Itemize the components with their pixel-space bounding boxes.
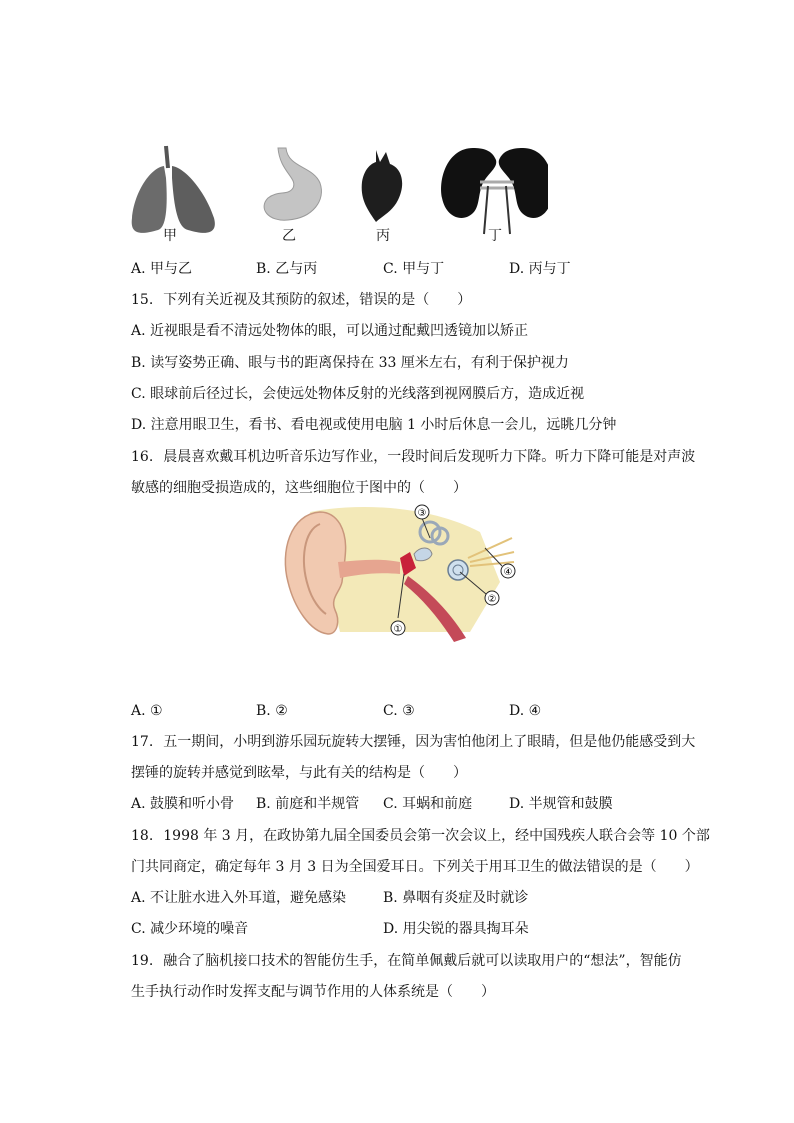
organ-figure	[128, 138, 548, 248]
ear-diagram	[280, 502, 520, 642]
heart-icon	[362, 150, 402, 222]
q16-stem-text1: 晨晨喜欢戴耳机边听音乐边写作业，一段时间后发现听力下降。听力下降可能是对声波	[163, 449, 696, 465]
q14-option-b: B. 乙与丙	[256, 261, 318, 277]
q15-number: 15.	[131, 292, 154, 308]
q19-stem-line2: 生手执行动作时发挥支配与调节作用的人体系统是（ ）	[131, 984, 495, 1000]
q16-option-a: A. ①	[131, 703, 163, 719]
q15-option-d: D. 注意用眼卫生，看书、看电视或使用电脑 1 小时后休息一会儿，远眺几分钟	[131, 417, 617, 433]
ear-label-2: ②	[487, 594, 497, 605]
q18-stem-line2: 门共同商定，确定每年 3 月 3 日为全国爱耳日。下列关于用耳卫生的做法错误的是（ ）	[131, 859, 699, 875]
q16-stem-line1	[131, 448, 695, 466]
q17-option-b: B. 前庭和半规管	[256, 796, 360, 812]
kidneys-icon	[441, 148, 548, 234]
q15-option-c: C. 眼球前后径过长，会使远处物体反射的光线落到视网膜后方，造成近视	[131, 386, 585, 402]
ear-label-1: ①	[393, 624, 403, 635]
q14-option-a: A. 甲与乙	[131, 261, 193, 277]
q19-number: 19.	[131, 953, 154, 969]
organ-label-ding: 丁	[488, 228, 502, 244]
q16-option-b: B. ②	[256, 703, 288, 719]
q15-option-b: B. 读写姿势正确、眼与书的距离保持在 33 厘米左右，有利于保护视力	[131, 355, 569, 371]
q17-stem-line1	[131, 733, 695, 751]
q15-option-a: A. 近视眼是看不清远处物体的眼，可以通过配戴凹透镜加以矫正	[131, 323, 529, 339]
q16-option-c: C. ③	[383, 703, 415, 719]
ear-label-4: ④	[503, 567, 513, 578]
q18-stem-line1	[131, 827, 710, 845]
q18-option-c: C. 减少环境的噪音	[131, 921, 249, 937]
q16-option-d: D. ④	[509, 703, 542, 719]
organ-label-bing: 丙	[376, 228, 390, 244]
q18-option-d: D. 用尖锐的器具掏耳朵	[383, 921, 529, 937]
stomach-icon	[264, 148, 321, 220]
q17-stem-text1: 五一期间，小明到游乐园玩旋转大摆锤，因为害怕他闭上了眼睛，但是他仍能感受到大	[163, 734, 696, 750]
q17-number: 17.	[131, 734, 154, 750]
q14-option-c: C. 甲与丁	[383, 261, 445, 277]
q17-option-a: A. 鼓膜和听小骨	[131, 796, 235, 812]
organ-label-jia: 甲	[163, 228, 177, 244]
q18-option-a: A. 不让脏水进入外耳道，避免感染	[131, 890, 347, 906]
q18-option-b: B. 鼻咽有炎症及时就诊	[383, 890, 529, 906]
q15-stem	[131, 291, 471, 309]
q19-stem-line1	[131, 952, 682, 970]
lungs-icon	[132, 146, 215, 233]
q19-stem-text1: 融合了脑机接口技术的智能仿生手，在简单佩戴后就可以读取用户的“想法”，智能仿	[163, 953, 682, 969]
q17-stem-line2: 摆锤的旋转并感觉到眩晕，与此有关的结构是（ ）	[131, 765, 467, 781]
ear-label-3: ③	[417, 508, 427, 519]
q16-stem-line2: 敏感的细胞受损造成的，这些细胞位于图中的（ ）	[131, 480, 467, 496]
organ-label-yi: 乙	[282, 228, 296, 244]
q17-option-d: D. 半规管和鼓膜	[509, 796, 613, 812]
q15-stem-text: 下列有关近视及其预防的叙述，错误的是（ ）	[163, 292, 472, 308]
q16-number: 16.	[131, 449, 154, 465]
q18-number: 18.	[131, 828, 154, 844]
q17-option-c: C. 耳蜗和前庭	[383, 796, 473, 812]
q14-option-d: D. 丙与丁	[509, 261, 571, 277]
q18-stem-text1: 1998 年 3 月，在政协第九届全国委员会第一次会议上，经中国残疾人联合会等 10 个部	[163, 828, 710, 844]
